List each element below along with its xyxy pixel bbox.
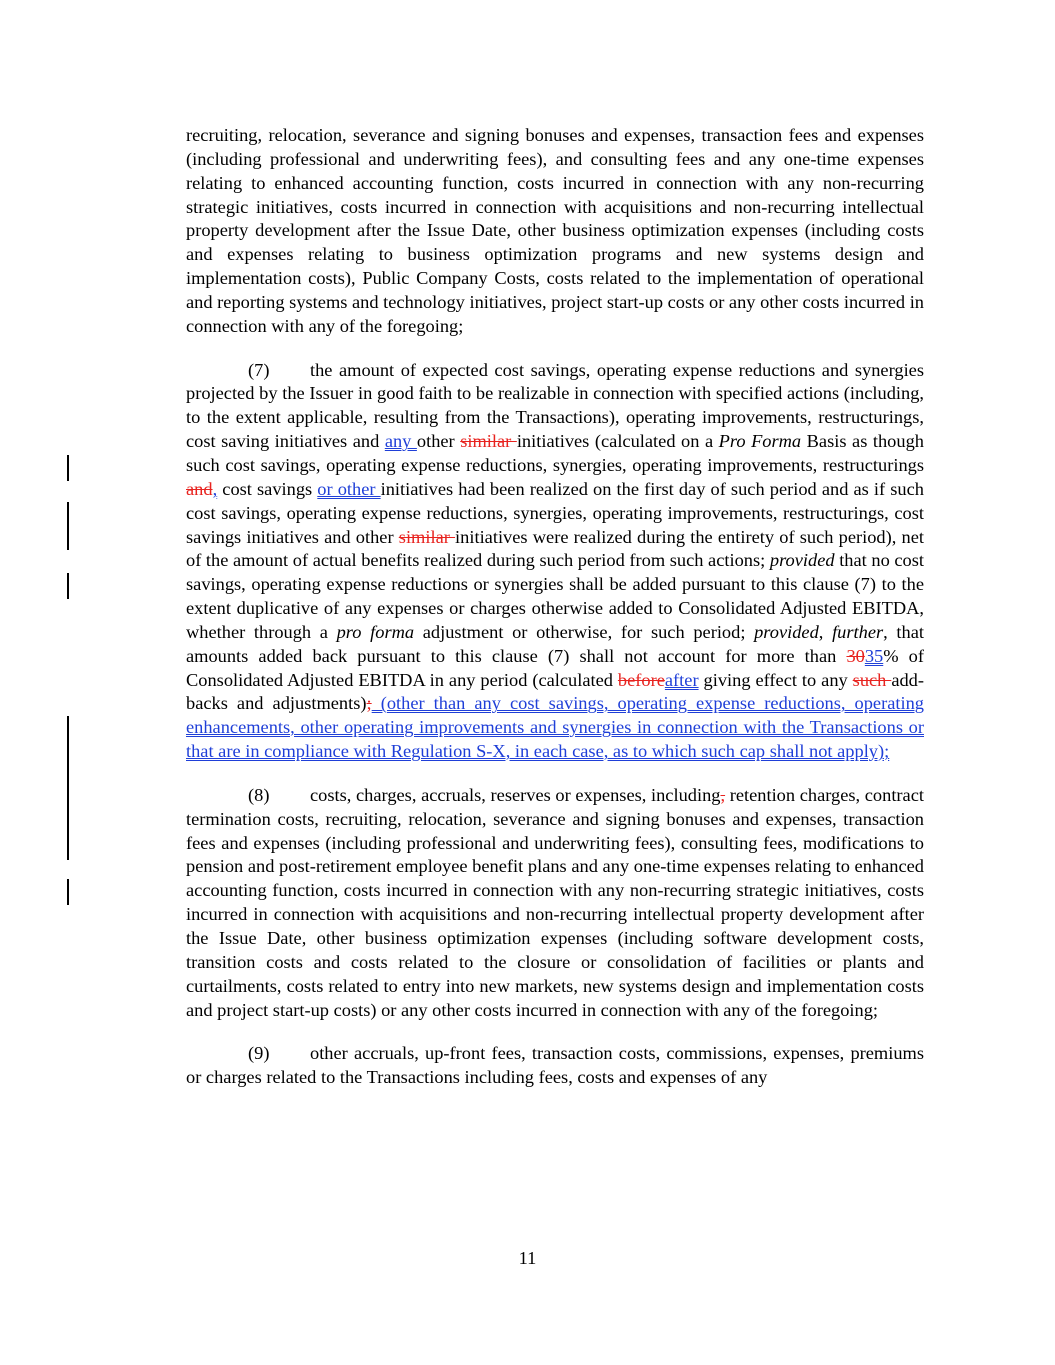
clause-number: (8) xyxy=(248,784,270,805)
text-run: the amount of expected cost savings, operating expense reductions and synergies projected by the Issuer in good faith to be realizable in connection with specified actions (including, to the extent applicable, resulting from the Transactions), operating improvements, restructurings, cost saving initiatives and xyxy=(186,359,924,452)
text-run: initiatives were realized during the entirety of such period), net of the amount of actual benefits realized during such period from such actions; xyxy=(186,526,924,571)
insertion: any xyxy=(384,431,417,452)
text-run: other xyxy=(416,431,461,452)
paragraph-clause-7 xyxy=(186,359,924,764)
insertion: or other xyxy=(317,478,381,499)
paragraph-clause-9 xyxy=(186,1042,924,1090)
page-number: 11 xyxy=(518,1248,537,1268)
paragraph-text: recruiting, relocation, severance and signing bonuses and expenses, transaction fees and expenses (including professional and underwriting fees), and consulting fees and any one-time expenses relating to enhanced accounting function, costs incurred in connection with any non-recurring strategic initiatives, costs incurred in connection with acquisitions and non-recurring intellectual property development after the Issue Date, other business optimization expenses (including costs and expenses relating to business optimization programs and new systems design and implementation costs), Public Company Costs, costs related to the implementation of operational and reporting systems and technology initiatives, project start-up costs or any other costs incurred in connection with any of the foregoing; xyxy=(186,125,925,336)
paragraph-intro xyxy=(186,124,924,339)
deletion: similar xyxy=(460,431,517,452)
insertion: (other than any cost savings, operating expense reductions, operating enhancements, other operating improvements and synergies in connection with the Transactions or that are in compliance with Regulation S-X, in each case, as to which such cap shall not apply); xyxy=(186,693,924,762)
italic-term: further xyxy=(832,621,884,642)
text-run: giving effect to any xyxy=(698,669,853,690)
italic-term: provided xyxy=(754,621,819,642)
deletion: 30 xyxy=(846,645,865,666)
text-run: retention charges, contract termination costs, recruiting, relocation, severance and signing bonuses and expenses, transaction fees and expenses (including professional and underwriting fees), consulting fees, modifications to pension and post-retirement employee benefit plans and any one-time expenses relating to enhanced accounting function, costs incurred in connection with any non-recurring strategic initiatives, costs incurred in connection with acquisitions and non-recurring intellectual property development after the Issue Date, other business optimization expenses (including software development costs, transition costs and costs related to the closure or consolidation of facilities or plants and curtailments, costs related to entry into new markets, new systems design and implementation costs and project start-up costs) or any other costs incurred in connection with any of the foregoing; xyxy=(186,784,924,1020)
change-bar xyxy=(67,879,69,905)
text-run: Basis as though such cost savings, operating expense reductions, synergies, operating improvements, restructurings xyxy=(186,431,924,475)
change-bar xyxy=(67,502,69,550)
paragraph-clause-8 xyxy=(186,784,924,1022)
document-page xyxy=(186,124,924,1110)
text-run: , xyxy=(818,621,833,642)
change-bar xyxy=(67,455,69,481)
text-run: cost savings xyxy=(217,478,318,499)
change-bar xyxy=(67,573,69,599)
text-run: that no cost savings, operating expense reductions or synergies shall be added pursuant to this clause (7) to the extent duplicative of any expenses or charges otherwise added to Consolidated Adjusted EBITDA, whether through a xyxy=(186,550,924,642)
text-run: costs, charges, accruals, reserves or expenses, including xyxy=(310,784,721,805)
deletion: and xyxy=(186,478,213,499)
deletion: , xyxy=(720,784,726,805)
italic-term: provided xyxy=(769,550,835,571)
text-run: other accruals, up-front fees, transaction costs, commissions, expenses, premiums or charges related to the Transactions including fees, costs and expenses of any xyxy=(186,1043,924,1088)
text-run: initiatives had been realized on the first day of such period and as if such cost savings, operating expense reductions, synergies, operating improvements, restructurings, cost savings initiatives and other xyxy=(186,478,924,547)
text-run: % of Consolidated Adjusted EBITDA in any period (calculated xyxy=(186,645,924,690)
insertion: after xyxy=(664,669,699,690)
deletion: similar xyxy=(398,526,456,547)
deletion: ; xyxy=(366,693,372,714)
italic-term: Pro Forma xyxy=(718,431,802,452)
deletion: before xyxy=(617,669,665,690)
text-run: , that amounts added back pursuant to this clause (7) shall not account for more than xyxy=(186,621,924,666)
clause-number: (9) xyxy=(248,1043,270,1064)
deletion: such xyxy=(852,669,892,690)
insertion: , xyxy=(212,478,218,499)
text-run: adjustment or otherwise, for such period; xyxy=(414,621,755,642)
insertion: 35 xyxy=(864,645,884,666)
italic-term: pro forma xyxy=(336,621,415,642)
change-bar xyxy=(67,716,69,860)
text-run: initiatives (calculated on a xyxy=(516,431,719,452)
clause-number: (7) xyxy=(248,359,270,380)
text-run: add-backs and adjustments) xyxy=(186,669,924,714)
